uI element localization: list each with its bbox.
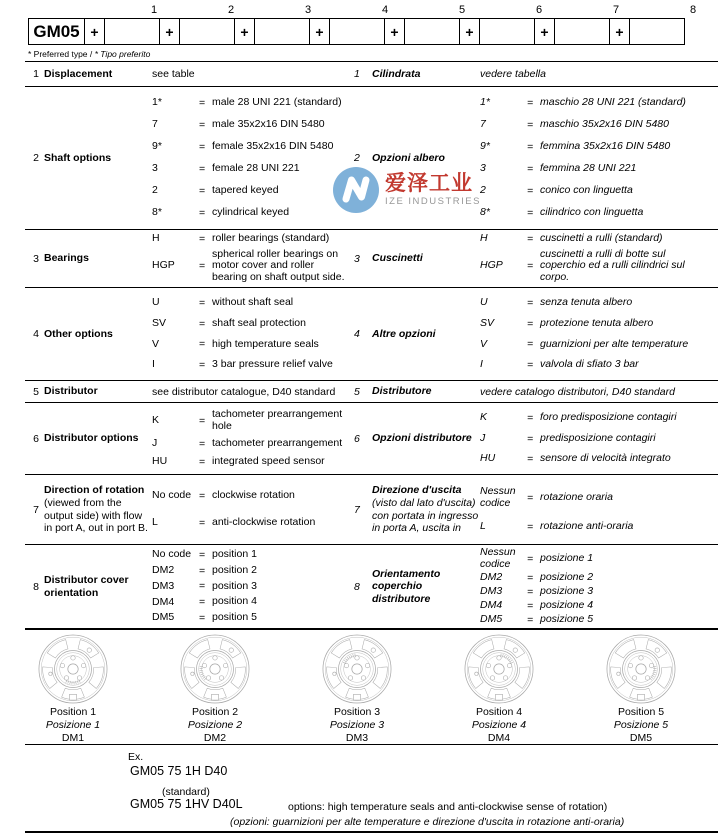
option-code: 9* xyxy=(480,140,490,153)
option-desc: position 2 xyxy=(212,563,257,576)
equals-sign: = xyxy=(199,141,206,153)
option-desc: position 4 xyxy=(212,595,257,608)
equals-sign: = xyxy=(527,552,534,565)
row-number-it: 8 xyxy=(354,580,360,593)
option-desc: spherical roller bearings on motor cover and roller bearing on shaft output side. xyxy=(212,247,345,283)
option-desc: posizione 4 xyxy=(540,599,594,612)
option-desc: conico con linguetta xyxy=(540,184,633,197)
equals-sign: = xyxy=(527,586,534,599)
option-code: 7 xyxy=(480,118,486,131)
row-label-en: Shaft options xyxy=(44,151,112,164)
option-desc: maschio 35x2x16 DIN 5480 xyxy=(540,118,669,131)
row-displacement xyxy=(25,62,718,87)
position-code: DM1 xyxy=(61,732,85,744)
option-desc: femmina 35x2x16 DIN 5480 xyxy=(540,140,671,153)
example-code-1-note: (standard) xyxy=(162,786,210,798)
row-text-it: vedere catalogo distributori, D40 standard xyxy=(480,385,675,398)
equals-sign: = xyxy=(199,414,206,427)
row-label-en: Displacement xyxy=(44,67,113,80)
option-code: No code xyxy=(152,489,192,502)
option-code: DM3 xyxy=(480,585,503,598)
position-label-it: Posizione 2 xyxy=(187,719,243,731)
row-label-en-bold: Direction of rotation xyxy=(44,484,145,497)
model-code: GM05 xyxy=(28,18,85,45)
ordering-example xyxy=(0,745,721,831)
row-label-en: Distributor cover orientation xyxy=(44,573,129,599)
option-code: 7 xyxy=(152,118,158,131)
option-code: DM2 xyxy=(152,563,175,576)
equals-sign: = xyxy=(527,600,534,613)
row-number: 2 xyxy=(33,152,39,164)
option-code: 8* xyxy=(152,206,162,219)
option-desc: posizione 1 xyxy=(540,551,594,564)
equals-sign: = xyxy=(527,97,534,109)
options-it xyxy=(480,288,718,380)
position-1 xyxy=(25,632,121,745)
option-code: DM4 xyxy=(152,595,175,608)
option-code: Nessun codice xyxy=(480,485,516,509)
options-it xyxy=(480,230,718,287)
example-label: Ex. xyxy=(128,751,144,763)
equals-sign: = xyxy=(199,596,206,609)
option-desc: posizione 5 xyxy=(540,613,594,626)
position-label-it: Posizione 5 xyxy=(613,719,669,731)
row-number: 4 xyxy=(33,328,39,340)
equals-sign: = xyxy=(527,163,534,175)
option-desc: tachometer prearrangement hole xyxy=(212,407,343,432)
option-code: SV xyxy=(480,316,495,329)
slot-number: 8 xyxy=(689,4,697,16)
option-desc: without shaft seal xyxy=(212,295,294,308)
slot-number: 6 xyxy=(535,4,543,16)
plus-sign: + xyxy=(159,18,180,45)
equals-sign: = xyxy=(527,260,534,273)
preferred-type-note xyxy=(25,49,718,62)
equals-sign: = xyxy=(527,207,534,219)
code-boxes xyxy=(28,18,721,45)
plus-sign: + xyxy=(384,18,405,45)
example-code-2-note-it: (opzioni: guarnizioni per alte temperature e direzione d'uscita in rotazione anti-oraria) xyxy=(230,816,625,828)
option-code: DM3 xyxy=(152,579,175,592)
position-5-diagram xyxy=(604,632,678,706)
option-desc: cylindrical keyed xyxy=(212,206,290,219)
option-code: HU xyxy=(152,455,168,468)
position-code: DM3 xyxy=(345,732,369,744)
equals-sign: = xyxy=(199,97,206,109)
row-number: 1 xyxy=(33,68,39,80)
equals-sign: = xyxy=(527,317,534,330)
row-text-en: see table xyxy=(152,68,195,80)
option-desc: valvola di sfiato 3 bar xyxy=(540,358,639,371)
equals-sign: = xyxy=(199,359,206,372)
row-label-en: Bearings xyxy=(44,252,89,265)
equals-sign: = xyxy=(199,119,206,131)
options-en xyxy=(152,403,352,474)
code-slot-4 xyxy=(329,18,385,45)
option-code: V xyxy=(480,337,488,350)
option-code: I xyxy=(480,358,483,371)
options-it xyxy=(480,403,718,474)
row-distributor xyxy=(25,381,718,403)
row-label-it: Cilindrata xyxy=(372,67,421,80)
plus-sign: + xyxy=(84,18,105,45)
row-direction-of-rotation xyxy=(25,475,718,545)
option-desc: guarnizioni per alte temperature xyxy=(540,337,689,350)
option-code: DM5 xyxy=(152,611,175,624)
option-code: U xyxy=(480,296,488,309)
plus-sign: + xyxy=(534,18,555,45)
option-code: J xyxy=(152,437,158,450)
option-code: HU xyxy=(480,452,496,465)
plus-sign: + xyxy=(234,18,255,45)
code-slot-5 xyxy=(404,18,460,45)
option-code: H xyxy=(480,232,488,245)
example-code-1: GM05 75 1H D40 xyxy=(130,764,228,778)
equals-sign: = xyxy=(199,338,206,351)
option-code: K xyxy=(480,410,488,423)
position-label-en: Position 4 xyxy=(475,706,523,718)
options-it xyxy=(480,545,718,628)
option-code: HGP xyxy=(480,259,503,272)
position-label-it: Posizione 3 xyxy=(329,719,385,731)
position-code: DM2 xyxy=(203,732,227,744)
slot-numbers xyxy=(28,4,721,18)
option-code: 1* xyxy=(152,96,162,109)
option-desc: femmina 28 UNI 221 xyxy=(540,162,637,175)
equals-sign: = xyxy=(199,580,206,593)
option-desc: female 35x2x16 DIN 5480 xyxy=(212,140,334,153)
row-label-en: Distributor xyxy=(44,385,98,398)
note-it: * Tipo preferito xyxy=(94,49,151,59)
position-2-diagram xyxy=(178,632,252,706)
row-label-it xyxy=(372,484,480,534)
options-en xyxy=(152,545,352,628)
equals-sign: = xyxy=(527,141,534,153)
example-code-2-note-en: options: high temperature seals and anti-clockwise sense of rotation) xyxy=(288,801,608,813)
equals-sign: = xyxy=(527,614,534,627)
option-desc: rotazione oraria xyxy=(540,490,613,503)
row-number-it: 4 xyxy=(354,328,360,340)
option-code: HGP xyxy=(152,259,175,272)
row-number: 5 xyxy=(33,385,39,398)
option-code: SV xyxy=(152,316,167,329)
row-shaft-options xyxy=(25,87,718,230)
option-desc: position 1 xyxy=(212,547,257,560)
option-desc: predisposizione contagiri xyxy=(540,431,656,444)
option-code: 3 xyxy=(152,162,158,175)
note-en: * Preferred type / xyxy=(28,49,93,59)
option-desc: posizione 3 xyxy=(540,585,594,598)
row-number-it: 3 xyxy=(354,252,360,265)
options-en xyxy=(152,230,352,287)
option-desc: protezione tenuta albero xyxy=(540,316,654,329)
row-number: 3 xyxy=(33,252,39,265)
option-desc: anti-clockwise rotation xyxy=(212,516,316,529)
equals-sign: = xyxy=(527,338,534,351)
option-desc: maschio 28 UNI 221 (standard) xyxy=(540,96,686,109)
option-code: L xyxy=(152,516,158,529)
equals-sign: = xyxy=(199,233,206,246)
equals-sign: = xyxy=(199,517,206,529)
equals-sign: = xyxy=(199,456,206,469)
equals-sign: = xyxy=(527,572,534,585)
options-it xyxy=(480,87,718,229)
option-desc: cuscinetti a rulli di botte sul coperchio ed a rulli cilindrici sul corpo. xyxy=(540,247,685,283)
option-code: U xyxy=(152,296,160,309)
option-desc: female 28 UNI 221 xyxy=(212,162,300,175)
equals-sign: = xyxy=(199,296,206,309)
code-slot-6 xyxy=(479,18,535,45)
option-code: V xyxy=(152,337,160,350)
option-code: 2 xyxy=(480,184,486,197)
order-code-builder xyxy=(28,4,721,45)
option-desc: shaft seal protection xyxy=(212,316,306,329)
option-desc: integrated speed sensor xyxy=(212,455,325,468)
option-desc: senza tenuta albero xyxy=(540,295,633,308)
option-code: L xyxy=(480,519,486,532)
option-desc: high temperature seals xyxy=(212,337,319,350)
row-number-it: 5 xyxy=(354,385,360,398)
position-3 xyxy=(309,632,405,745)
option-desc: foro predisposizione contagiri xyxy=(540,410,677,423)
code-slot-3 xyxy=(254,18,310,45)
option-code: DM4 xyxy=(480,599,503,612)
row-bearings xyxy=(25,230,718,288)
option-code: No code xyxy=(152,548,192,561)
example-code-2: GM05 75 1HV D40L xyxy=(130,797,243,811)
plus-sign: + xyxy=(309,18,330,45)
equals-sign: = xyxy=(527,432,534,445)
row-number: 7 xyxy=(33,503,39,516)
row-label-it-note: (visto dal lato d'uscita) con portata in ingresso in porta A, uscita in xyxy=(372,496,479,535)
row-label-it: Orientamento coperchio distributore xyxy=(372,567,441,605)
option-code: I xyxy=(152,358,155,371)
equals-sign: = xyxy=(199,564,206,577)
row-other-options xyxy=(25,288,718,381)
row-number-it: 1 xyxy=(354,68,360,80)
equals-sign: = xyxy=(199,438,206,451)
position-label-en: Position 3 xyxy=(333,706,381,718)
row-text-it: vedere tabella xyxy=(480,68,546,80)
option-desc: rotazione anti-oraria xyxy=(540,519,634,532)
slot-number: 2 xyxy=(227,4,235,16)
position-code: DM5 xyxy=(629,732,653,744)
row-label-en: Other options xyxy=(44,327,113,340)
equals-sign: = xyxy=(199,260,206,273)
option-desc: position 5 xyxy=(212,611,257,624)
position-code: DM4 xyxy=(487,732,511,744)
option-code: J xyxy=(480,431,486,444)
option-code: H xyxy=(152,232,160,245)
option-desc: clockwise rotation xyxy=(212,489,295,502)
option-table xyxy=(25,62,718,630)
row-distributor-options xyxy=(25,403,718,475)
row-text-en: see distributor catalogue, D40 standard xyxy=(152,385,336,398)
option-code: DM5 xyxy=(480,613,503,626)
equals-sign: = xyxy=(527,411,534,424)
code-slot-2 xyxy=(179,18,235,45)
row-number: 6 xyxy=(33,432,39,445)
options-it xyxy=(480,475,718,544)
equals-sign: = xyxy=(199,317,206,330)
row-label-it: Cuscinetti xyxy=(372,252,423,265)
row-label-en: Distributor options xyxy=(44,432,139,445)
row-label-en-note: (viewed from the output side) with flow in port A, out in port B. xyxy=(44,496,148,535)
slot-number: 1 xyxy=(150,4,158,16)
equals-sign: = xyxy=(527,491,534,504)
options-en xyxy=(152,475,352,544)
position-1-diagram xyxy=(36,632,110,706)
row-number-it: 6 xyxy=(354,432,360,445)
equals-sign: = xyxy=(527,453,534,466)
equals-sign: = xyxy=(199,490,206,502)
equals-sign: = xyxy=(527,233,534,246)
equals-sign: = xyxy=(199,207,206,219)
position-4-diagram xyxy=(462,632,536,706)
option-desc: roller bearings (standard) xyxy=(212,232,330,245)
position-4 xyxy=(451,632,547,745)
row-label-it-bold: Direzione d'uscita xyxy=(372,484,462,497)
equals-sign: = xyxy=(199,163,206,175)
option-code: 8* xyxy=(480,206,490,219)
options-en xyxy=(152,288,352,380)
option-desc: male 28 UNI 221 (standard) xyxy=(212,96,342,109)
equals-sign: = xyxy=(527,296,534,309)
option-code: K xyxy=(152,413,160,426)
option-code: 1* xyxy=(480,96,490,109)
option-desc: cuscinetti a rulli (standard) xyxy=(540,232,663,245)
code-slot-8 xyxy=(629,18,685,45)
watermark-latin: IZE INDUSTRIES xyxy=(385,195,481,207)
option-desc: position 3 xyxy=(212,579,257,592)
slot-number: 3 xyxy=(304,4,312,16)
positions-section xyxy=(25,630,718,745)
equals-sign: = xyxy=(527,119,534,131)
option-code: 2 xyxy=(152,184,158,197)
code-slot-1 xyxy=(104,18,160,45)
position-label-it: Posizione 1 xyxy=(45,719,101,731)
row-number: 8 xyxy=(33,580,39,593)
option-code: 3 xyxy=(480,162,486,175)
option-desc: cilindrico con linguetta xyxy=(540,206,644,219)
position-5 xyxy=(593,632,689,745)
option-desc: male 35x2x16 DIN 5480 xyxy=(212,118,325,131)
row-number-it: 2 xyxy=(354,152,360,164)
option-desc: 3 bar pressure relief valve xyxy=(212,358,333,371)
row-number-it: 7 xyxy=(354,503,360,516)
row-label-it: Altre opzioni xyxy=(372,327,436,340)
option-code: DM2 xyxy=(480,571,503,584)
option-desc: tapered keyed xyxy=(212,184,279,197)
code-slot-7 xyxy=(554,18,610,45)
slot-number: 5 xyxy=(458,4,466,16)
equals-sign: = xyxy=(527,520,534,533)
slot-number: 7 xyxy=(612,4,620,16)
option-code: 9* xyxy=(152,140,162,153)
equals-sign: = xyxy=(199,185,206,197)
equals-sign: = xyxy=(527,359,534,372)
plus-sign: + xyxy=(459,18,480,45)
watermark-chinese: 爱泽工业 xyxy=(385,172,473,196)
option-desc: sensore di velocità integrato xyxy=(540,452,671,465)
position-2 xyxy=(167,632,263,745)
position-label-en: Position 5 xyxy=(617,706,665,718)
row-label-it: Distributore xyxy=(372,385,432,398)
option-desc: tachometer prearrangement xyxy=(212,437,343,450)
row-label-it: Opzioni albero xyxy=(372,151,445,164)
row-label-en xyxy=(44,484,152,534)
option-code: Nessun codice xyxy=(480,545,516,570)
equals-sign: = xyxy=(199,612,206,625)
position-3-diagram xyxy=(320,632,394,706)
position-label-en: Position 2 xyxy=(191,706,239,718)
equals-sign: = xyxy=(527,185,534,197)
options-en xyxy=(152,87,352,229)
plus-sign: + xyxy=(609,18,630,45)
option-desc: posizione 2 xyxy=(540,571,594,584)
slot-number: 4 xyxy=(381,4,389,16)
position-label-it: Posizione 4 xyxy=(471,719,527,731)
row-label-it: Opzioni distributore xyxy=(372,432,472,445)
row-distributor-cover-orientation xyxy=(25,545,718,630)
position-label-en: Position 1 xyxy=(49,706,97,718)
equals-sign: = xyxy=(199,548,206,561)
